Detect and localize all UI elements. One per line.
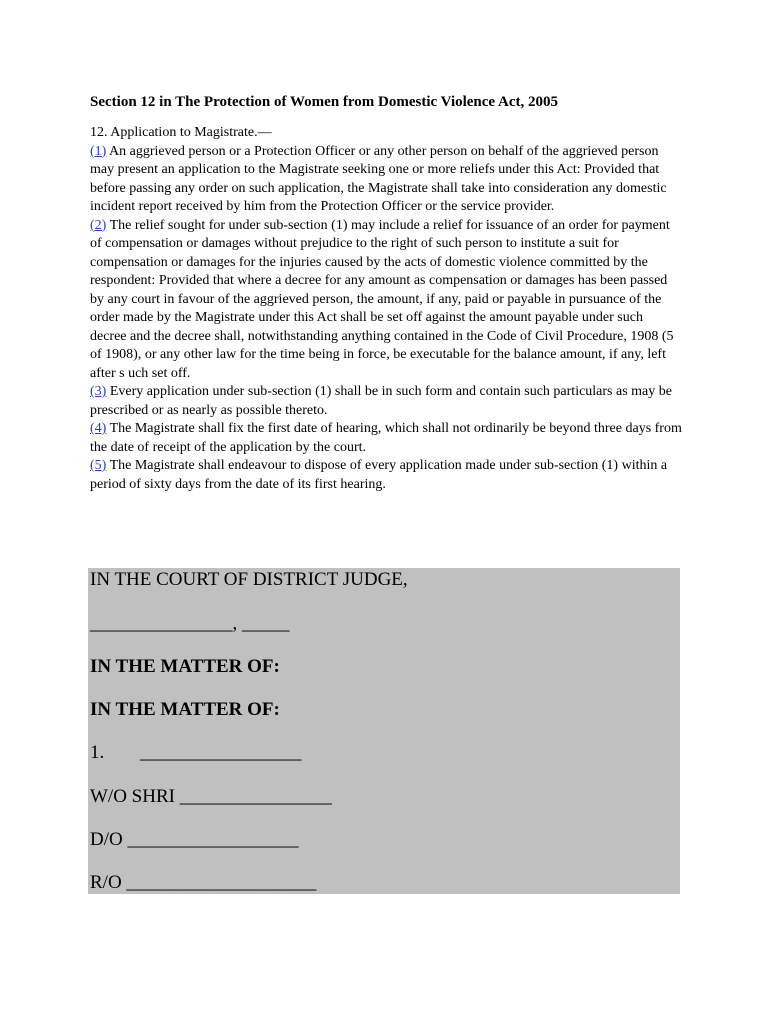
subsection-4 <box>90 420 682 457</box>
party-item-number: 1. <box>90 742 105 763</box>
subsection-link-5[interactable]: (5) <box>90 458 107 473</box>
subsection-text-5: The Magistrate shall endeavour to dispose of every application made under sub-section (1) within a period of sixty days from the date of its first hearing. <box>90 458 668 492</box>
subsection-link-1[interactable]: (1) <box>90 143 107 159</box>
subsection-link-3[interactable]: (3) <box>90 384 107 399</box>
matter-heading-1: IN THE MATTER OF: <box>90 656 280 677</box>
matter-heading-2: IN THE MATTER OF: <box>90 699 280 720</box>
resident-of-line: R/O ____________________ <box>90 872 317 893</box>
subsection-3 <box>90 383 682 420</box>
subsection-text-3: Every application under sub-section (1) shall be in such form and contain such particulars as may be prescribed or as nearly as possible thereto. <box>90 384 672 418</box>
subsection-text-4: The Magistrate shall fix the first date of hearing, which shall not ordinarily be beyond three days from the date of receipt of the application by the court. <box>90 421 682 455</box>
subsection-2 <box>90 217 682 384</box>
subsection-5 <box>90 457 682 494</box>
subsection-text-1: An aggrieved person or a Protection Officer or any other person on behalf of the aggrieved person may present an application to the Magistrate seeking one or more reliefs under this Act: Provided that before passing any order on such application, the Magistrate shall take into consideration any domestic incident report received by him from the Protection Officer or the service provider. <box>90 143 667 214</box>
subsection-1 <box>90 143 682 217</box>
party-name-blank: _________________ <box>140 742 302 763</box>
subsection-text-2: The relief sought for under sub-section (1) may include a relief for issuance of an order for payment of compensation or damages without prejudice to the right of such person to institute a suit for compensation or damages for the injuries caused by the acts of domestic violence committed by the respondent: Provided that where a decree for any amount as compensation or damages has been passed by any court in favour of the aggrieved person, the amount, if any, paid or payable in pursuance of the order made by the Magistrate under this Act shall be set off against the amount payable under such decree and the decree shall, notwithstanding anything contained in the Code of Civil Procedure, 1908 (5 of 1908), or any other law for the time being in force, be executable for the balance amount, if any, left after s uch set off. <box>90 217 674 381</box>
daughter-of-line: D/O __________________ <box>90 829 299 850</box>
subsection-link-2[interactable]: (2) <box>90 217 107 233</box>
section-heading: 12. Application to Magistrate.— <box>90 125 272 140</box>
subsection-link-4[interactable]: (4) <box>90 421 107 436</box>
court-form-block <box>88 568 680 894</box>
act-section <box>90 92 682 494</box>
section-body <box>90 124 682 494</box>
page-title: Section 12 in The Protection of Women from Domestic Violence Act, 2005 <box>90 94 558 110</box>
place-date-line: _______________, _____ <box>90 613 290 634</box>
court-heading: IN THE COURT OF DISTRICT JUDGE, <box>90 569 408 590</box>
wife-of-line: W/O SHRI ________________ <box>90 786 332 807</box>
